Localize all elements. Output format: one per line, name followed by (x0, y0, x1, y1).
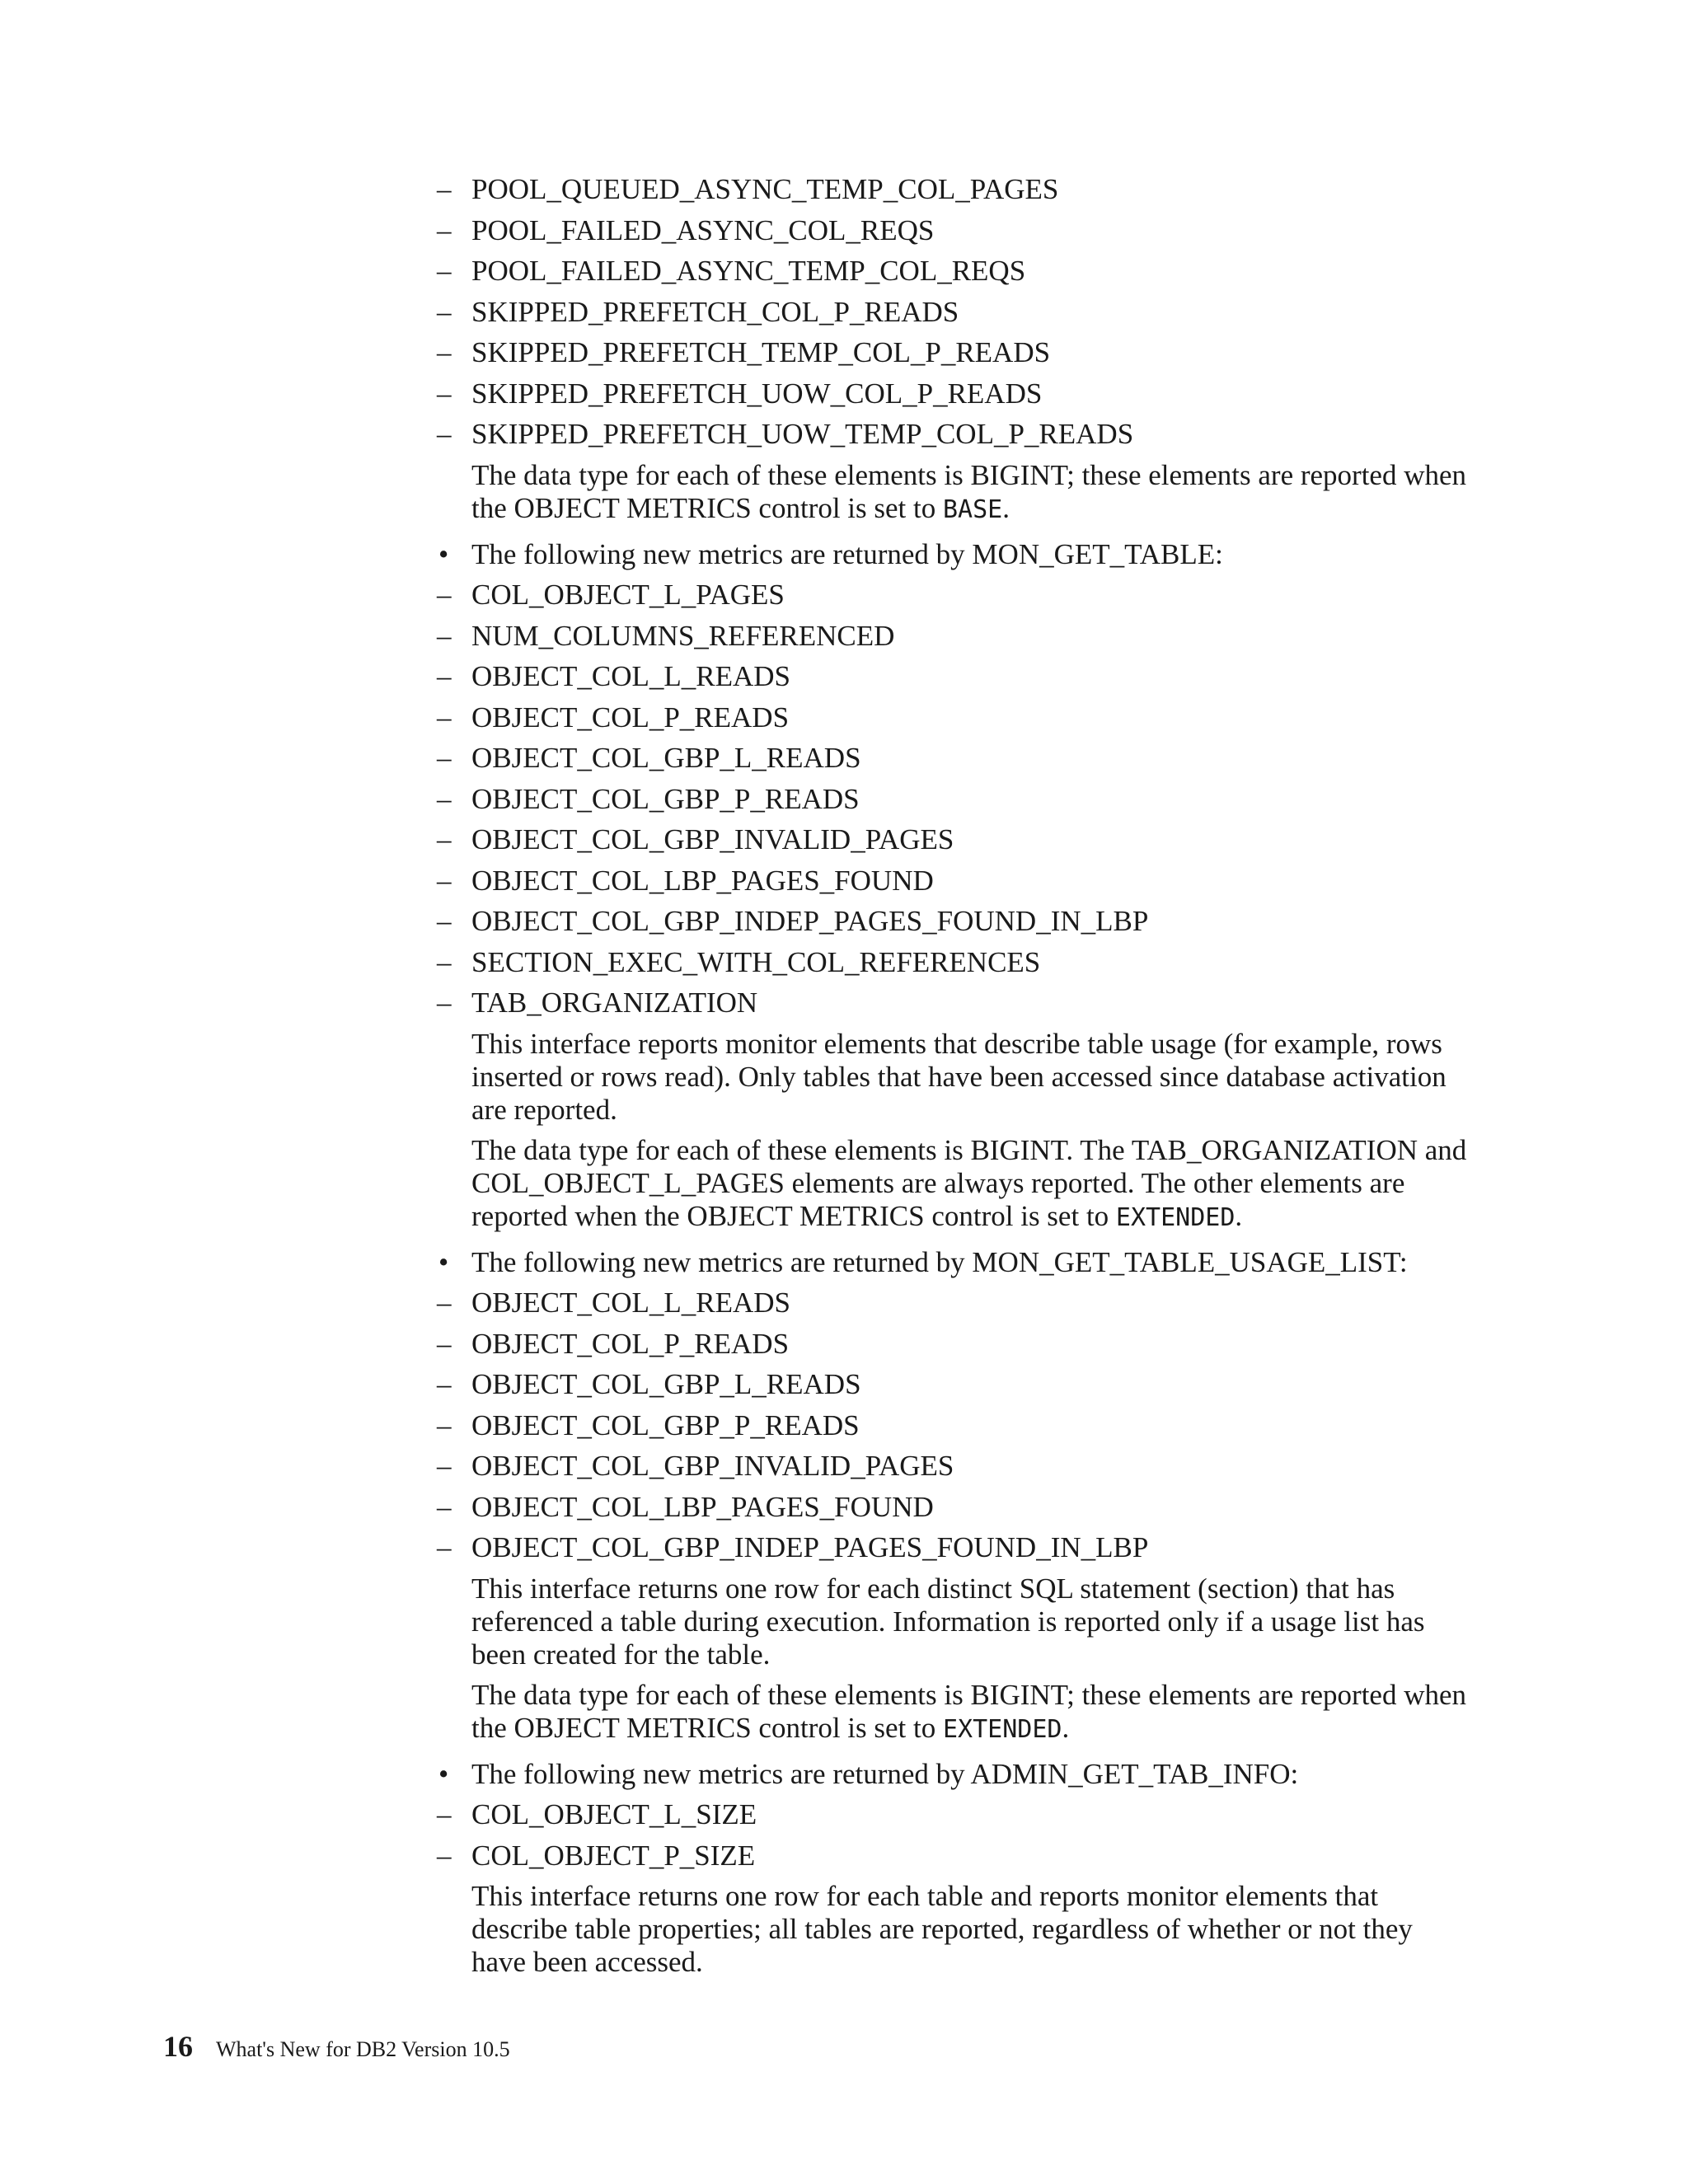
dash-marker: – (437, 782, 452, 815)
paragraph-text: The data type for each of these elements is BIGINT; these elements are reported when the OBJECT METRICS control is set to (471, 1678, 1467, 1744)
dash-marker: – (437, 255, 452, 287)
dash-marker: – (437, 213, 452, 246)
footer-title: What's New for DB2 Version 10.5 (216, 2037, 510, 2061)
metric-name: OBJECT_COL_GBP_INDEP_PAGES_FOUND_IN_LBP (471, 1531, 1149, 1563)
paragraph-text: This interface returns one row for each distinct SQL statement (section) that has referenced a table during execution. Information is reported only if a usage list has been created for the table. (471, 1572, 1425, 1671)
page-number: 16 (163, 2030, 193, 2063)
list-item (437, 332, 1467, 373)
paragraph (471, 1880, 1467, 1979)
list-item (437, 373, 1467, 415)
paragraph-end: . (1062, 1711, 1070, 1744)
dash-marker: – (437, 742, 452, 774)
list-item (437, 210, 1467, 251)
bullet-text: The following new metrics are returned by MON_GET_TABLE: (471, 537, 1223, 570)
dash-marker: – (437, 418, 452, 450)
metrics-list-pool (437, 169, 1467, 455)
list-item (437, 574, 1467, 616)
list-item (437, 616, 1467, 657)
metric-name: OBJECT_COL_L_READS (471, 660, 790, 692)
dash-marker: – (437, 1327, 452, 1360)
list-item (437, 901, 1467, 942)
dash-marker: – (437, 864, 452, 897)
paragraph (471, 1134, 1467, 1235)
metric-name: SKIPPED_PREFETCH_UOW_TEMP_COL_P_READS (471, 418, 1134, 450)
dash-marker: – (437, 173, 452, 205)
dash-marker: – (437, 701, 452, 733)
metric-name: SKIPPED_PREFETCH_UOW_COL_P_READS (471, 377, 1043, 410)
dash-marker: – (437, 295, 452, 328)
metrics-list-mon-get-table (437, 574, 1467, 1024)
paragraph-text: The data type for each of these elements is BIGINT. The TAB_ORGANIZATION and COL_OBJECT_L_PAGES elements are always reported. The other elements are reported when the OBJECT METRICS control is set to (471, 1133, 1467, 1232)
metric-name: POOL_FAILED_ASYNC_COL_REQS (471, 213, 935, 246)
list-item (437, 982, 1467, 1024)
metric-name: SKIPPED_PREFETCH_TEMP_COL_P_READS (471, 336, 1051, 368)
list-item (437, 1835, 1467, 1877)
bullet-item (437, 534, 1467, 575)
metric-name: OBJECT_COL_GBP_P_READS (471, 1408, 860, 1441)
metric-name: POOL_FAILED_ASYNC_TEMP_COL_REQS (471, 255, 1026, 287)
metric-name: OBJECT_COL_L_READS (471, 1286, 790, 1319)
dash-marker: – (437, 905, 452, 937)
dash-marker: – (437, 1531, 452, 1563)
list-item (437, 251, 1467, 292)
dash-marker: – (437, 945, 452, 978)
paragraph-end: . (1002, 491, 1010, 524)
dash-marker: – (437, 823, 452, 855)
paragraph-end: . (1235, 1199, 1243, 1232)
page-footer (163, 2029, 510, 2064)
page-content (437, 169, 1467, 1986)
dash-marker: – (437, 579, 452, 611)
paragraph-text: This interface reports monitor elements that describe table usage (for example, rows inserted or rows read). Only tables that have been accessed since database activation are reported. (471, 1027, 1447, 1126)
metric-name: OBJECT_COL_GBP_L_READS (471, 742, 861, 774)
list-item (437, 1794, 1467, 1835)
code-value: BASE (943, 494, 1003, 524)
list-item (437, 414, 1467, 455)
dash-marker: – (437, 336, 452, 368)
metric-name: OBJECT_COL_GBP_L_READS (471, 1368, 861, 1400)
list-item (437, 1364, 1467, 1405)
dash-marker: – (437, 377, 452, 410)
paragraph (471, 459, 1467, 527)
dash-marker: – (437, 660, 452, 692)
metric-name: SECTION_EXEC_WITH_COL_REFERENCES (471, 945, 1041, 978)
list-item (437, 1527, 1467, 1568)
list-item (437, 738, 1467, 779)
dash-marker: – (437, 1368, 452, 1400)
metric-name: OBJECT_COL_LBP_PAGES_FOUND (471, 1490, 934, 1523)
metrics-list-usage-list (437, 1282, 1467, 1568)
paragraph (471, 1679, 1467, 1746)
list-item (437, 656, 1467, 697)
metric-name: COL_OBJECT_L_PAGES (471, 579, 785, 611)
list-item (437, 942, 1467, 983)
paragraph (471, 1028, 1467, 1127)
bullet-item (437, 1754, 1467, 1795)
metric-name: TAB_ORGANIZATION (471, 987, 758, 1019)
list-item (437, 860, 1467, 902)
list-item (437, 697, 1467, 738)
list-item (437, 779, 1467, 820)
dash-marker: – (437, 1450, 452, 1482)
metric-name: OBJECT_COL_GBP_INDEP_PAGES_FOUND_IN_LBP (471, 905, 1149, 937)
dash-marker: – (437, 619, 452, 652)
paragraph-text: This interface returns one row for each table and reports monitor elements that describe table properties; all tables are reported, regardless of whether or not they have been accessed. (471, 1880, 1413, 1978)
metric-name: POOL_QUEUED_ASYNC_TEMP_COL_PAGES (471, 173, 1059, 205)
bullet-marker: • (438, 1757, 449, 1790)
list-item (437, 1405, 1467, 1446)
dash-marker: – (437, 1798, 452, 1830)
metric-name: OBJECT_COL_LBP_PAGES_FOUND (471, 864, 934, 897)
list-item (437, 1487, 1467, 1528)
bullet-marker: • (438, 1245, 449, 1278)
dash-marker: – (437, 1286, 452, 1319)
metric-name: OBJECT_COL_P_READS (471, 701, 790, 733)
metric-name: SKIPPED_PREFETCH_COL_P_READS (471, 295, 959, 328)
dash-marker: – (437, 987, 452, 1019)
code-value: EXTENDED (943, 1714, 1062, 1744)
bullet-text: The following new metrics are returned by ADMIN_GET_TAB_INFO: (471, 1757, 1299, 1790)
list-item (437, 1324, 1467, 1365)
metric-name: NUM_COLUMNS_REFERENCED (471, 619, 895, 652)
metric-name: COL_OBJECT_P_SIZE (471, 1839, 756, 1872)
paragraph-text: The data type for each of these elements is BIGINT; these elements are reported when the OBJECT METRICS control is set to (471, 458, 1467, 524)
bullet-item (437, 1242, 1467, 1283)
metric-name: OBJECT_COL_GBP_INVALID_PAGES (471, 823, 954, 855)
list-item (437, 1446, 1467, 1487)
dash-marker: – (437, 1839, 452, 1872)
dash-marker: – (437, 1408, 452, 1441)
paragraph (471, 1572, 1467, 1671)
dash-marker: – (437, 1490, 452, 1523)
code-value: EXTENDED (1115, 1202, 1236, 1232)
list-item (437, 819, 1467, 860)
metric-name: OBJECT_COL_GBP_P_READS (471, 782, 860, 815)
list-item (437, 169, 1467, 210)
metrics-list-tab-info (437, 1794, 1467, 1876)
list-item (437, 1282, 1467, 1324)
list-item (437, 292, 1467, 333)
bullet-text: The following new metrics are returned by MON_GET_TABLE_USAGE_LIST: (471, 1245, 1408, 1278)
metric-name: COL_OBJECT_L_SIZE (471, 1798, 757, 1830)
bullet-marker: • (438, 537, 449, 570)
metric-name: OBJECT_COL_GBP_INVALID_PAGES (471, 1450, 954, 1482)
metric-name: OBJECT_COL_P_READS (471, 1327, 790, 1360)
